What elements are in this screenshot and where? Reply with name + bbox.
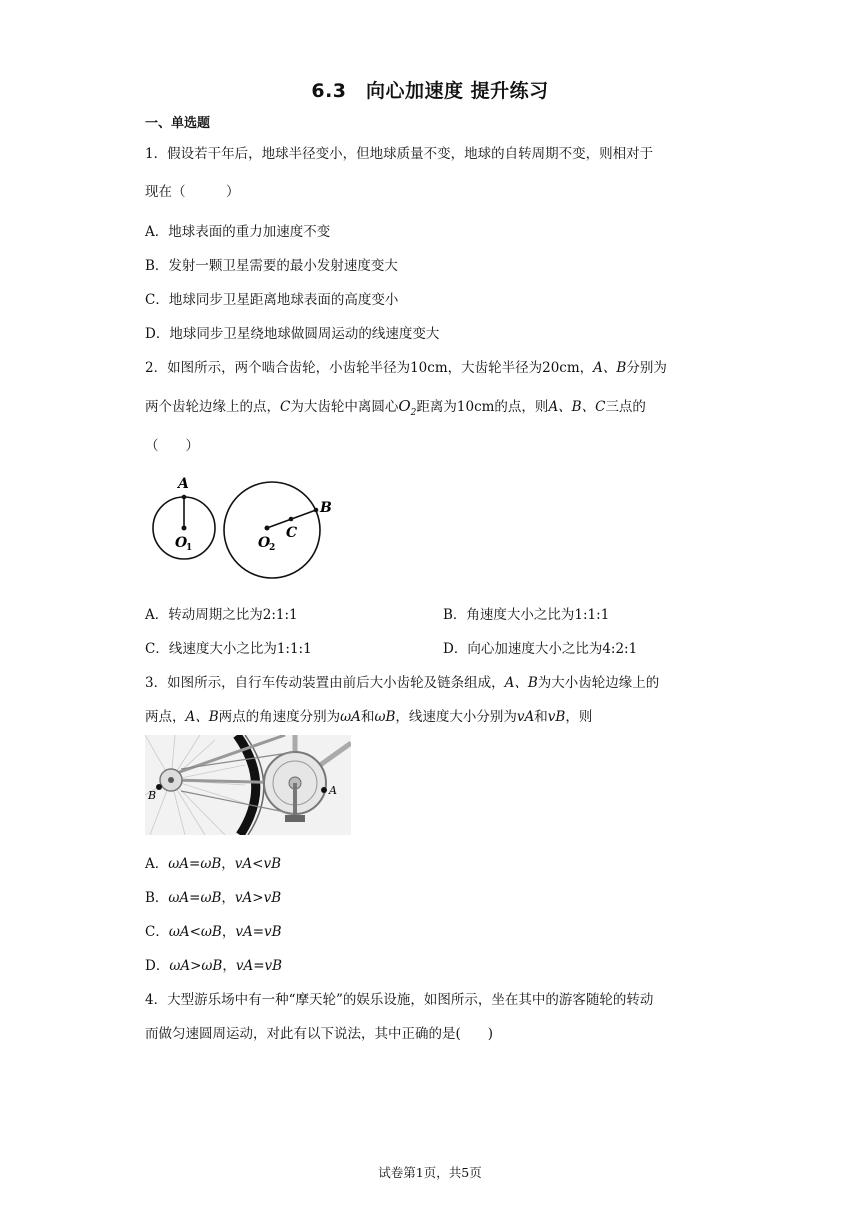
- q2-option-b: B．角速度大小之比为1:1:1: [443, 607, 610, 623]
- label-b: B: [320, 500, 332, 516]
- q3-stem-text: 两点的角速度分别为: [218, 709, 341, 725]
- point-a-dot: [182, 495, 187, 500]
- q3-stem-line2: [145, 705, 592, 725]
- center-o2-dot: [265, 526, 270, 531]
- q3-option-d: [145, 954, 282, 974]
- q3-option-b: [145, 886, 281, 906]
- q1-option-b: B．发射一颗卫星需要的最小发射速度变大: [145, 258, 398, 274]
- q3-points-ab: A、B: [185, 709, 219, 725]
- q2-points-abc: A、B、C: [548, 399, 606, 415]
- option-label: B．: [145, 890, 169, 906]
- option-label: C．: [145, 924, 169, 940]
- page-footer: 试卷第1页，共5页: [378, 1165, 482, 1180]
- separator: ，: [221, 890, 235, 906]
- q3-stem-text: 和: [360, 709, 375, 725]
- q3-option-a: [145, 852, 281, 872]
- separator: ，: [222, 958, 236, 974]
- q2-stem-line1: [145, 356, 667, 376]
- label-a: A: [329, 784, 337, 797]
- q3-option-c: [145, 920, 282, 940]
- large-gear-circle: [224, 482, 320, 578]
- q1-stem-line2: 现在（ ）: [145, 184, 240, 200]
- q1-option-d: D．地球同步卫星绕地球做圆周运动的线速度变大: [145, 326, 440, 342]
- label-o2-subscript: 2: [269, 543, 276, 553]
- q2-center-letter: O: [398, 397, 411, 415]
- center-o1-dot: [182, 526, 187, 531]
- q4-stem-line2: 而做匀速圆周运动，对此有以下说法，其中正确的是( ): [145, 1026, 494, 1042]
- q3-omega-a: ωA: [340, 709, 361, 725]
- omega-relation: ωA<ωB: [168, 924, 222, 940]
- q3-stem-text: 为大小齿轮边缘上的: [537, 675, 660, 691]
- separator: ，: [221, 924, 236, 940]
- q1-option-c: C．地球同步卫星距离地球表面的高度变小: [145, 292, 399, 308]
- q2-stem-line2: [145, 395, 646, 418]
- q2-stem-text: 三点的: [605, 399, 646, 415]
- q3-stem-text: 和: [534, 709, 548, 725]
- q3-stem-text: 3．如图所示，自行车传动装置由前后大小齿轮及链条组成，: [145, 675, 505, 691]
- separator: ，: [221, 856, 235, 872]
- option-label: D．: [145, 958, 170, 974]
- q3-stem-line1: [145, 671, 659, 691]
- v-relation: vA>vB: [234, 890, 282, 906]
- option-label: A．: [145, 856, 169, 872]
- q2-stem-text: 2．如图所示，两个啮合齿轮，小齿轮半径为10cm，大齿轮半径为20cm，: [145, 360, 594, 376]
- q2-stem-text: 距离为10cm的点，则: [416, 399, 549, 415]
- q3-points-ab: A、B: [504, 675, 538, 691]
- q2-stem-text: 为大齿轮中离圆心: [290, 399, 399, 415]
- q2-stem-text: 两个齿轮边缘上的点，: [145, 399, 280, 415]
- page-title: 6.3 向心加速度 提升练习: [311, 80, 549, 102]
- q2-option-d: D．向心加速度大小之比为4:2:1: [443, 641, 638, 657]
- q4-stem-line1: 4．大型游乐场中有一种“摩天轮”的娱乐设施，如图所示，坐在其中的游客随轮的转动: [145, 992, 654, 1008]
- q3-stem-text: ，则: [565, 709, 593, 725]
- q3-omega-b: ωB: [374, 709, 396, 725]
- bicycle-photo: [145, 735, 351, 835]
- rear-hub: [168, 777, 174, 783]
- q2-stem-text: 分别为: [626, 360, 667, 376]
- v-relation: vA=vB: [235, 958, 283, 974]
- label-o1-subscript: 1: [186, 543, 193, 553]
- label-o1: O: [175, 535, 188, 551]
- omega-relation: ωA>ωB: [169, 958, 223, 974]
- label-c: C: [286, 525, 298, 541]
- omega-relation: ωA=ωB: [168, 890, 222, 906]
- q2-center-subscript: 2: [410, 408, 417, 418]
- q1-option-a: A．地球表面的重力加速度不变: [145, 224, 331, 240]
- point-c-dot: [289, 517, 294, 522]
- omega-relation: ωA=ωB: [168, 856, 222, 872]
- q2-points-ab: A、B: [593, 360, 627, 376]
- q2-option-a: A．转动周期之比为2:1:1: [145, 607, 298, 623]
- gear-diagram: [145, 470, 345, 585]
- q2-point-c: C: [280, 399, 291, 415]
- label-o2: O: [258, 535, 271, 551]
- q3-v-b: vB: [547, 709, 566, 725]
- q3-stem-text: ，线速度大小分别为: [395, 709, 517, 725]
- point-a-dot: [321, 787, 327, 793]
- q1-stem-line1: 1．假设若干年后，地球半径变小，但地球质量不变，地球的自转周期不变，则相对于: [145, 146, 654, 162]
- pedal: [285, 815, 305, 822]
- point-b-dot: [314, 508, 319, 513]
- q3-v-a: vA: [516, 709, 535, 725]
- q2-option-c: C．线速度大小之比为1:1:1: [145, 641, 312, 657]
- label-b: B: [148, 789, 157, 802]
- q3-stem-text: 两点，: [145, 709, 186, 725]
- point-b-dot: [156, 784, 162, 790]
- section-heading: 一、单选题: [145, 116, 211, 131]
- q2-center-o2: [398, 397, 417, 418]
- label-a: A: [178, 476, 189, 492]
- v-relation: vA=vB: [235, 924, 282, 940]
- q2-stem-line3: （ ）: [145, 438, 199, 454]
- v-relation: vA<vB: [234, 856, 281, 872]
